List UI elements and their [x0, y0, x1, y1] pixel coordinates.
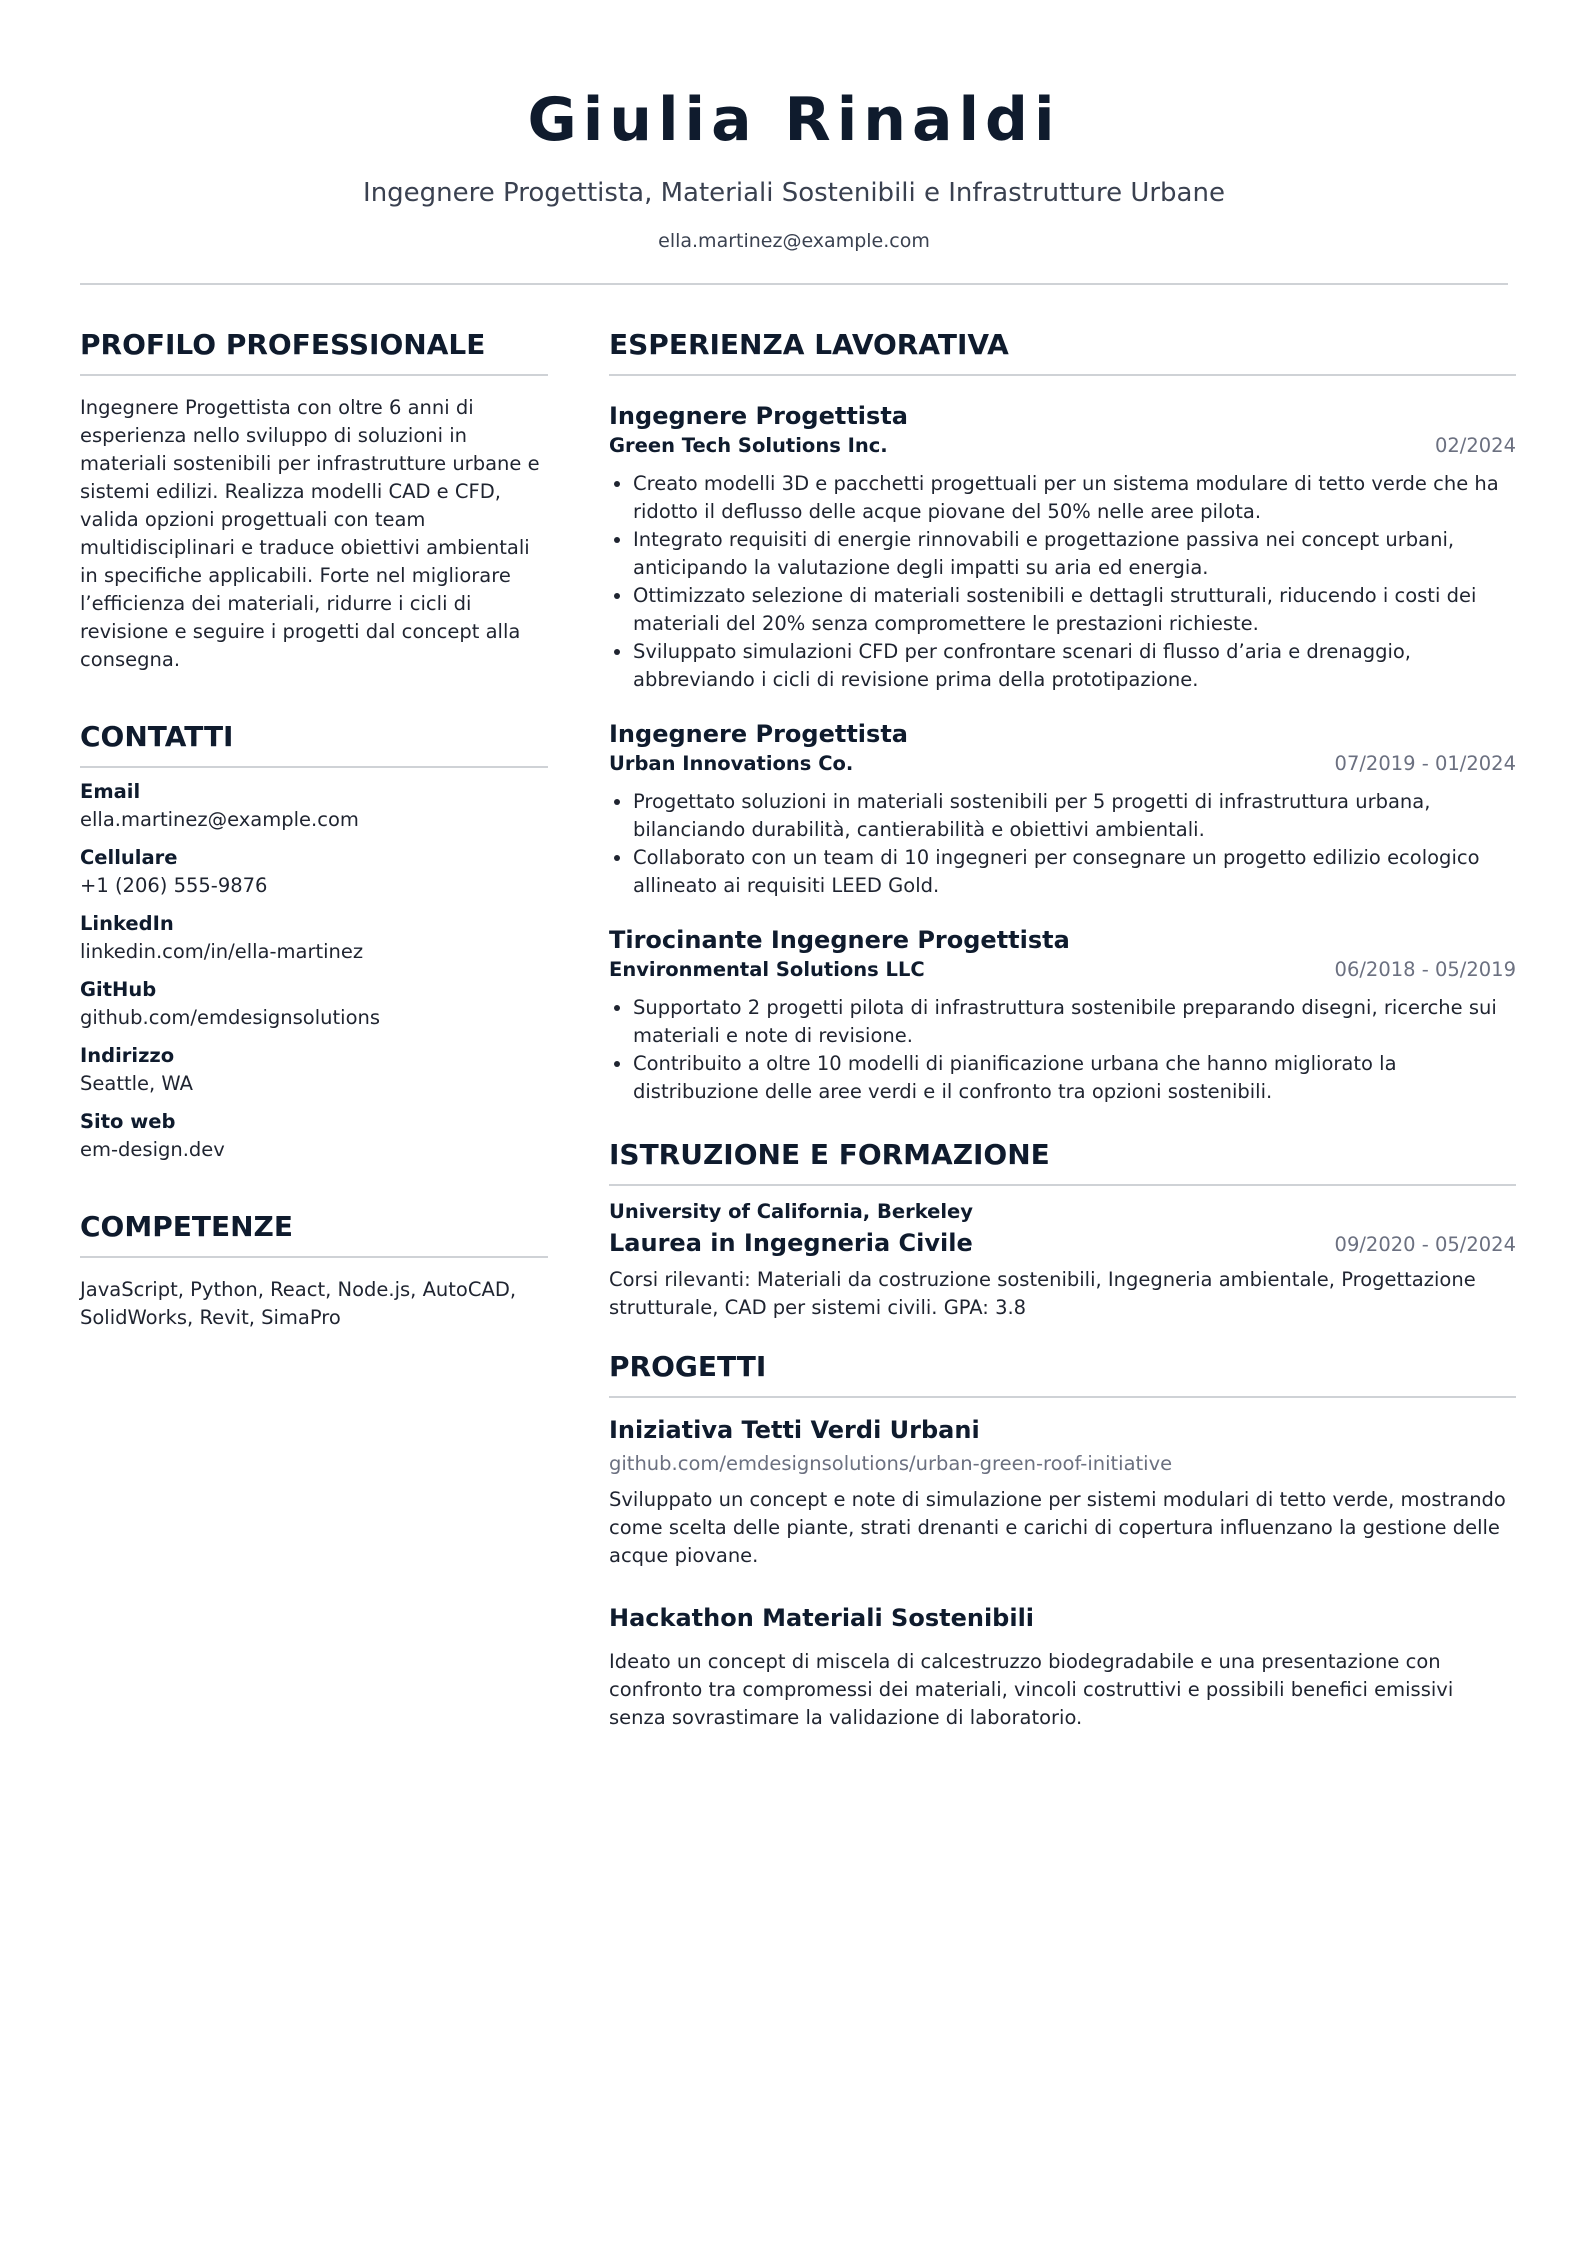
resume-header [0, 0, 1588, 254]
job-bullet: • Supportato 2 progetti pilota di infrastruttura sostenibile preparando disegni, ricerche sui materiali e note di revisione. [633, 994, 1516, 1050]
projects-heading: PROGETTI [609, 1348, 1516, 1398]
job-bullet: • Creato modelli 3D e pacchetti progettuali per un sistema modulare di tetto verde che ha ridotto il deflusso delle acque piovane del 50% nelle aree pilota. [633, 470, 1516, 526]
contact-label-email: Email [80, 780, 141, 803]
project-link[interactable]: github.com/emdesignsolutions/urban-green-roof-initiative [609, 1452, 1173, 1475]
job-bullet: • Integrato requisiti di energie rinnovabili e progettazione passiva nei concept urbani, anticipando la valutazione degli impatti su aria ed energia. [633, 526, 1516, 582]
experience-section [609, 326, 1516, 1106]
contact-label-github: GitHub [80, 978, 157, 1001]
job-title: Ingegnere Progettista [609, 720, 908, 748]
job-entry [609, 924, 1516, 1106]
skills-heading: COMPETENZE [80, 1208, 548, 1258]
job-bullets [609, 788, 1516, 900]
job-dates: 06/2018 - 05/2019 [1334, 958, 1516, 981]
contacts-section [80, 718, 548, 1164]
profile-text: Ingegnere Progettista con oltre 6 anni di esperienza nello sviluppo di soluzioni in materiali sostenibili per infrastrutture urbane e sistemi edilizi. Realizza modelli CAD e CFD, valida opzioni progettuali con team multidisciplinari e traduce obiettivi ambientali in specifiche applicabili. Forte nel migliorare l’efficienza dei materiali, ridurre i cicli di revisione e seguire i progetti dal concept alla consegna. [80, 396, 540, 671]
candidate-title: Ingegnere Progettista, Materiali Sostenibili e Infrastrutture Urbane [363, 178, 1225, 208]
contact-label-phone: Cellulare [80, 846, 178, 869]
job-dates: 07/2019 - 01/2024 [1334, 752, 1516, 775]
job-dates: 02/2024 [1434, 434, 1516, 457]
project-description: Sviluppato un concept e note di simulazione per sistemi modulari di tetto verde, mostrando come scelta delle piante, strati drenanti e carichi di copertura influenzano la gestione delle acque piovane. [609, 1488, 1506, 1567]
project-title: Iniziativa Tetti Verdi Urbani [609, 1416, 980, 1444]
profile-heading: PROFILO PROFESSIONALE [80, 326, 548, 376]
job-title: Tirocinante Ingegnere Progettista [609, 926, 1070, 954]
education-degree: Laurea in Ingegneria Civile [609, 1229, 973, 1257]
job-company: Green Tech Solutions Inc. [609, 434, 888, 457]
contact-value-email[interactable]: ella.martinez@example.com [80, 808, 359, 831]
skills-text: JavaScript, Python, React, Node.js, AutoCAD, SolidWorks, Revit, SimaPro [80, 1278, 517, 1329]
education-details: Corsi rilevanti: Materiali da costruzione sostenibili, Ingegneria ambientale, Progettazione strutturale, CAD per sistemi civili. GPA: 3.8 [609, 1268, 1476, 1319]
contact-value-website[interactable]: em-design.dev [80, 1138, 225, 1161]
job-company: Urban Innovations Co. [609, 752, 854, 775]
job-entry [609, 400, 1516, 694]
education-section [609, 1136, 1516, 1322]
job-bullet: • Sviluppato simulazioni CFD per confrontare scenari di flusso d’aria e drenaggio, abbreviando i cicli di revisione prima della prototipazione. [633, 638, 1516, 694]
profile-section [80, 326, 548, 674]
right-column [609, 326, 1516, 1732]
project-title: Hackathon Materiali Sostenibili [609, 1604, 1035, 1632]
contact-label-website: Sito web [80, 1110, 176, 1133]
education-school: University of California, Berkeley [609, 1200, 973, 1223]
job-bullet: • Collaborato con un team di 10 ingegneri per consegnare un progetto edilizio ecologico allineato ai requisiti LEED Gold. [633, 844, 1516, 900]
contact-value-linkedin[interactable]: linkedin.com/in/ella-martinez [80, 940, 364, 963]
experience-heading: ESPERIENZA LAVORATIVA [609, 326, 1516, 376]
projects-section [609, 1348, 1516, 1732]
header-email: ella.martinez@example.com [658, 230, 930, 252]
education-heading: ISTRUZIONE E FORMAZIONE [609, 1136, 1516, 1186]
skills-section [80, 1208, 548, 1332]
contact-label-address: Indirizzo [80, 1044, 175, 1067]
contact-label-linkedin: LinkedIn [80, 912, 174, 935]
contact-value-address: Seattle, WA [80, 1072, 193, 1095]
header-divider [80, 283, 1508, 285]
job-bullets [609, 470, 1516, 694]
contact-value-github[interactable]: github.com/emdesignsolutions [80, 1006, 381, 1029]
job-entry [609, 718, 1516, 900]
candidate-name: Giulia Rinaldi [527, 85, 1061, 155]
job-bullet: • Contribuito a oltre 10 modelli di pianificazione urbana che hanno migliorato la distribuzione delle aree verdi e il confronto tra opzioni sostenibili. [633, 1050, 1516, 1106]
left-column [80, 326, 548, 1332]
job-bullet: • Ottimizzato selezione di materiali sostenibili e dettagli strutturali, riducendo i costi dei materiali del 20% senza compromettere le prestazioni richieste. [633, 582, 1516, 638]
project-entry [609, 1414, 1516, 1570]
project-description: Ideato un concept di miscela di calcestruzzo biodegradabile e una presentazione con confronto tra compromessi dei materiali, vincoli costruttivi e possibili benefici emissivi senza sovrastimare la validazione di laboratorio. [609, 1650, 1454, 1729]
job-title: Ingegnere Progettista [609, 402, 908, 430]
job-bullet: • Progettato soluzioni in materiali sostenibili per 5 progetti di infrastruttura urbana, bilanciando durabilità, cantierabilità e obiettivi ambientali. [633, 788, 1516, 844]
contact-value-phone[interactable]: +1 (206) 555-9876 [80, 874, 268, 897]
project-entry [609, 1602, 1516, 1732]
job-company: Environmental Solutions LLC [609, 958, 925, 981]
contacts-heading: CONTATTI [80, 718, 548, 768]
education-dates: 09/2020 - 05/2024 [1334, 1233, 1516, 1256]
job-bullets [609, 994, 1516, 1106]
